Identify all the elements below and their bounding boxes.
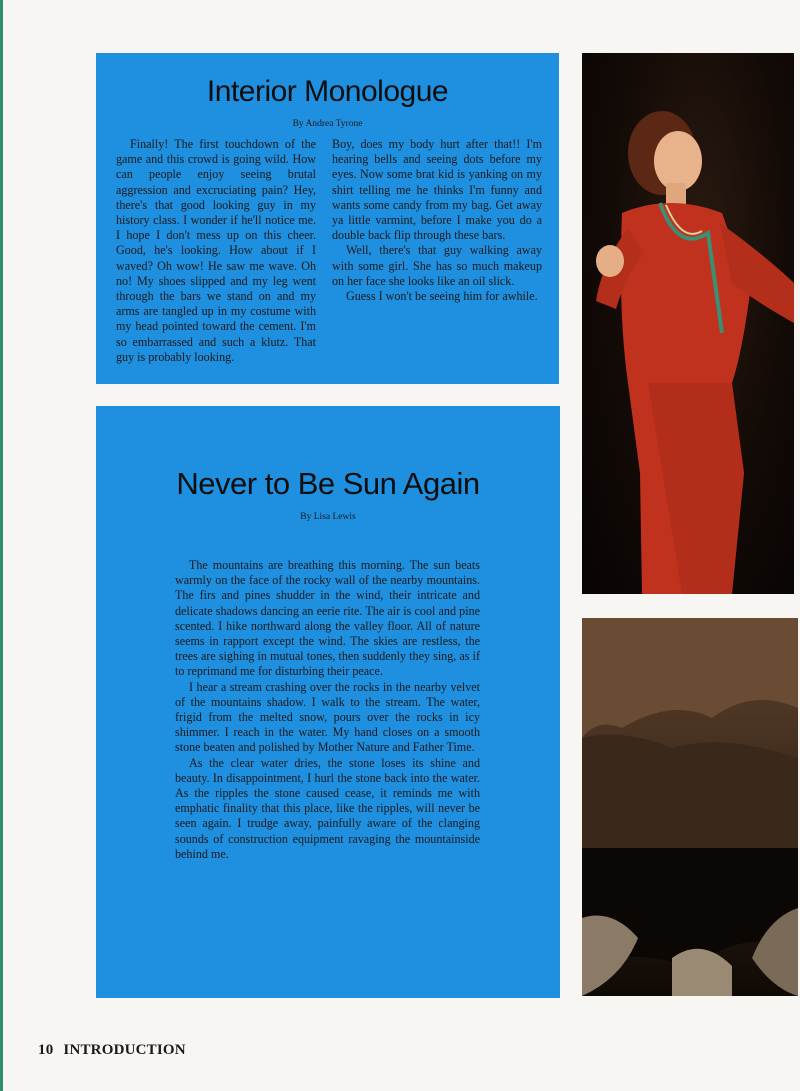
story-byline: By Lisa Lewis xyxy=(300,512,356,522)
story-column-right xyxy=(332,137,542,304)
story-paragraph: Boy, does my body hurt after that!! I'm hearing bells and seeing dots before my eyes. Now some brat kid is yanking on my shirt telling me he thinks I'm funny and wants some candy from my bag. Get away ya little varmint, before I make you do a double back flip through these bars. xyxy=(332,137,542,243)
woman-in-red-dress-illustration xyxy=(582,53,794,594)
story-paragraph: Well, there's that guy walking away with some girl. She has so much makeup on her face she looks like an oil slick. xyxy=(332,243,542,288)
story-title: Never to Be Sun Again xyxy=(176,466,480,501)
story-panel-interior-monologue xyxy=(96,53,559,384)
story-paragraph: Finally! The first touchdown of the game and this crowd is going wild. How can people enjoy seeing brutal aggression and excruciating pain? Hey, there's that good looking guy in my history class. I wonder if he'll notice me. I hope I don't mess up on this cheer. Good, he's looking. How about if I waved? Oh wow! He saw me wave. Oh no! My shoes slipped and my leg went through the bars we stand on and my arms are tangled up in my costume with my head pointed toward the cement. I'm so embarrassed and such a klutz. That guy is probably looking. xyxy=(116,137,316,364)
story-paragraph: I hear a stream crashing over the rocks in the nearby velvet of the mountains shadow. I walk to the stream. The water, frigid from the melted snow, pours over the rocks in icy shimmer. I reach in the water. My hand closes on a smooth stone beaten and polished by Mother Nature and Father Time. xyxy=(175,679,480,755)
section-label: INTRODUCTION xyxy=(63,1042,186,1058)
story-paragraph: As the clear water dries, the stone loses its shine and beauty. In disappointment, I hurl the stone back into the water. As the ripples the stone caused cease, it reminds me with emphatic finality that this place, like the ripples, will never be seen again. I trudge away, painfully aware of the clanging sounds of construction equipment ravaging the mountainside behind me. xyxy=(175,755,480,861)
story-paragraph: The mountains are breathing this morning. The sun beats warmly on the face of the rocky wall of the nearby mountains. The firs and pines shudder in the wind, their intricate and delicate shadows dancing an eerie rite. The air is cool and pine scented. I hike northward along the valley floor. All of nature seems in rapport except the wind. The skies are restless, the trees are sighing in mutual tones, then suddenly they sing, as if to reprimand me for disturbing their peace. xyxy=(175,558,480,679)
story-paragraph: Guess I won't be seeing him for awhile. xyxy=(346,289,538,304)
story-column-left xyxy=(116,137,316,365)
story-panel-never-to-be-sun-again xyxy=(96,406,560,998)
photo-rocky-cave xyxy=(582,618,798,996)
page-edge xyxy=(0,0,3,1091)
story-byline: By Andrea Tyrone xyxy=(292,119,363,129)
story-title: Interior Monologue xyxy=(206,75,449,108)
page-number: 10 xyxy=(38,1042,54,1058)
photo-woman-singing xyxy=(582,53,794,594)
page-footer xyxy=(38,1042,186,1059)
story-body xyxy=(175,558,480,862)
rocky-cave-pool-illustration xyxy=(582,618,798,996)
